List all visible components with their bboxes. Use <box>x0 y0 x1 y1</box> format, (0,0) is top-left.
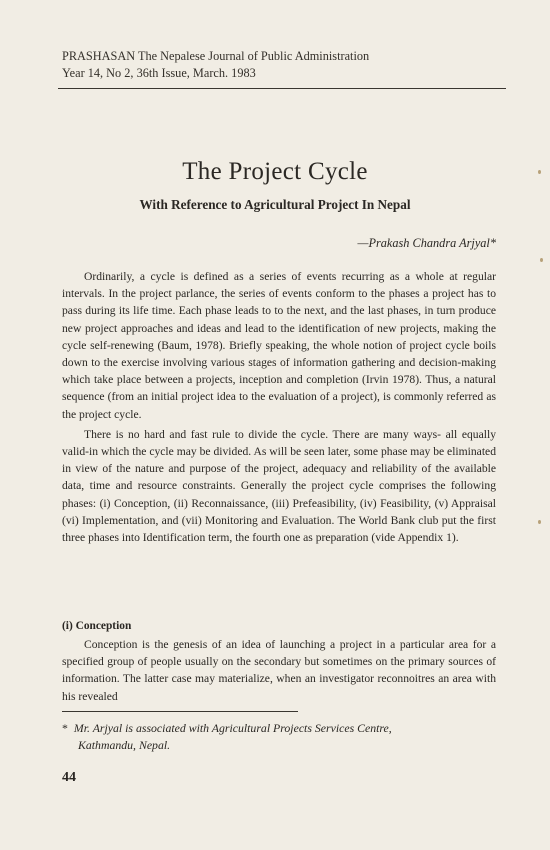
paragraph-1: Ordinarily, a cycle is defined as a series of events recurring as a whole at regular intervals. In the project parlance, the series of events conform to the phases a project has to pass during its life time. Each phase leads to to the next, and the last phases, in turn produce new project approaches and ideas and lead to the identification of new projects, making the cycle self-renewing (Baum, 1978). Briefly speaking, the whole notion of project cycle boils down to the exercise involving various stages of information gathering and decision-making which take place between a projects, inception and completion (Irvin 1978). Thus, a natural sequence (from an initial project idea to the evaluation of a project), is commonly referred as the project cycle. <box>62 270 496 421</box>
journal-name: PRASHASAN The Nepalese Journal of Public Administration <box>62 49 370 63</box>
article-body <box>62 268 496 549</box>
running-head <box>62 48 496 82</box>
page-number: 44 <box>62 770 76 785</box>
paper-speck <box>540 258 543 262</box>
paper-speck <box>538 170 541 174</box>
section-heading: (i) Conception <box>62 620 132 632</box>
footnote <box>62 720 496 754</box>
footnote-line-1: Mr. Arjyal is associated with Agricultural Projects Services Centre, <box>73 721 392 735</box>
section-paragraph: Conception is the genesis of an idea of launching a project in a particular area for a specified group of people usually on the secondary but sometimes on the primary sources of information. The latter case may materialize, when an investigator reconnoitres an area with his revealed <box>62 638 496 703</box>
author-byline: —Prakash Chandra Arjyal* <box>357 236 496 250</box>
article-title: The Project Cycle <box>182 158 368 185</box>
footnote-rule <box>62 711 298 712</box>
footnote-line-2: Kathmandu, Nepal. <box>78 738 171 752</box>
section-body <box>62 636 496 705</box>
paragraph-2: There is no hard and fast rule to divide the cycle. There are many ways- all equally valid-in which the cycle may be divided. As will be seen later, some phase may be eliminated in view of the nature and purpose of the project, adequacy and reliability of the available data, time and resource constraints. Generally the project cycle comprises the following phases: (i) Conception, (ii) Reconnaissance, (iii) Prefeasibility, (iv) Feasibility, (v) Appraisal (vi) Implementation, and (vii) Monitoring and Evaluation. The World Bank club put the first three phases into Identification term, the fourth one as preparation (vide Appendix 1). <box>62 427 496 545</box>
article-subtitle: With Reference to Agricultural Project In Nepal <box>139 197 411 212</box>
issue-info: Year 14, No 2, 36th Issue, March. 1983 <box>62 66 256 80</box>
footnote-mark: * <box>62 721 68 735</box>
header-rule <box>58 88 506 89</box>
paper-speck <box>538 520 541 524</box>
